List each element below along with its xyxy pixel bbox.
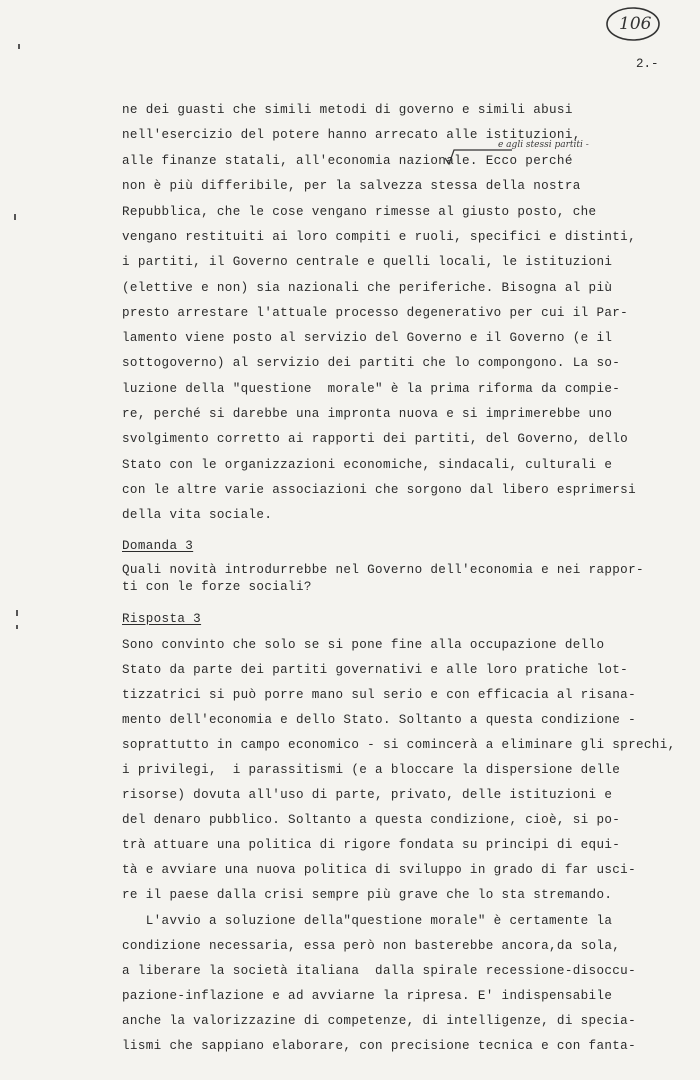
text-line: svolgimento corretto ai rapporti dei partiti, del Governo, dello — [122, 432, 629, 446]
text-line: anche la valorizzazine di competenze, di intelligenze, di specia- — [122, 1014, 636, 1028]
text-line: tà e avviare una nuova politica di sviluppo in grado di far usci- — [122, 863, 636, 877]
text-line: lamento viene posto al servizio del Governo e il Governo (e il — [122, 331, 613, 345]
handwritten-annotation: e agli stessi partiti - — [498, 140, 589, 150]
text-line: a liberare la società italiana dalla spirale recessione-disoccu- — [122, 964, 636, 978]
page-number: 2.- — [636, 57, 659, 71]
text-line: risorse) dovuta all'uso di parte, privato, delle istituzioni e — [122, 788, 613, 802]
text-line: ti con le forze sociali? — [122, 580, 312, 594]
text-line: vengano restituiti ai loro compiti e ruoli, specifici e distinti, — [122, 230, 636, 244]
text-line: re il paese dalla crisi sempre più grave che lo sta stremando. — [122, 888, 613, 902]
text-line: della vita sociale. — [122, 508, 273, 522]
margin-speck — [16, 625, 18, 629]
text-line: luzione della "questione morale" è la prima riforma da compie- — [122, 382, 621, 396]
text-line: presto arrestare l'attuale processo degenerativo per cui il Par- — [122, 306, 629, 320]
text-line: alle finanze statali, all'economia nazionale. Ecco perché — [122, 154, 573, 168]
domanda-heading: Domanda 3 — [122, 539, 194, 553]
folio-number: 106 — [619, 14, 652, 34]
text-line: re, perché si darebbe una impronta nuova e si imprimerebbe uno — [122, 407, 613, 421]
margin-speck — [16, 610, 18, 616]
margin-speck — [14, 214, 16, 220]
text-line: ne dei guasti che simili metodi di governo e simili abusi — [122, 103, 573, 117]
text-line: sottogoverno) al servizio dei partiti che lo compongono. La so- — [122, 356, 621, 370]
text-line: nell'esercizio del potere hanno arrecato alle istituzioni, — [122, 128, 581, 142]
text-line: i privilegi, i parassitismi (e a bloccare la dispersione delle — [122, 763, 621, 777]
text-line: Stato da parte dei partiti governativi e alle loro pratiche lot- — [122, 663, 629, 677]
risposta-heading: Risposta 3 — [122, 612, 202, 626]
text-line: soprattutto in campo economico - si comincerà a eliminare gli sprechi, — [122, 738, 676, 752]
text-line: i partiti, il Governo centrale e quelli locali, le istituzioni — [122, 255, 613, 269]
text-line: non è più differibile, per la salvezza stessa della nostra — [122, 179, 581, 193]
text-line: Quali novità introdurrebbe nel Governo dell'economia e nei rappor- — [122, 563, 644, 577]
text-line: con le altre varie associazioni che sorgono dal libero esprimersi — [122, 483, 636, 497]
text-line: (elettive e non) sia nazionali che periferiche. Bisogna al più — [122, 281, 613, 295]
margin-speck — [18, 44, 20, 49]
text-line: trà attuare una politica di rigore fondata su principi di equi- — [122, 838, 621, 852]
text-line: Repubblica, che le cose vengano rimesse al giusto posto, che — [122, 205, 597, 219]
text-line: Sono convinto che solo se si pone fine alla occupazione dello — [122, 638, 605, 652]
text-line: mento dell'economia e dello Stato. Soltanto a questa condizione - — [122, 713, 636, 727]
text-line: L'avvio a soluzione della"questione morale" è certamente la — [122, 914, 613, 928]
text-line: pazione-inflazione e ad avviarne la ripresa. E' indispensabile — [122, 989, 613, 1003]
text-line: tizzatrici si può porre mano sul serio e con efficacia al risana- — [122, 688, 636, 702]
text-line: lismi che sappiano elaborare, con precisione tecnica e con fanta- — [122, 1039, 636, 1053]
folio-stamp — [605, 6, 661, 42]
text-line: Stato con le organizzazioni economiche, sindacali, culturali e — [122, 458, 613, 472]
text-line: del denaro pubblico. Soltanto a questa condizione, cioè, si po- — [122, 813, 621, 827]
text-line: condizione necessaria, essa però non basterebbe ancora,da sola, — [122, 939, 621, 953]
